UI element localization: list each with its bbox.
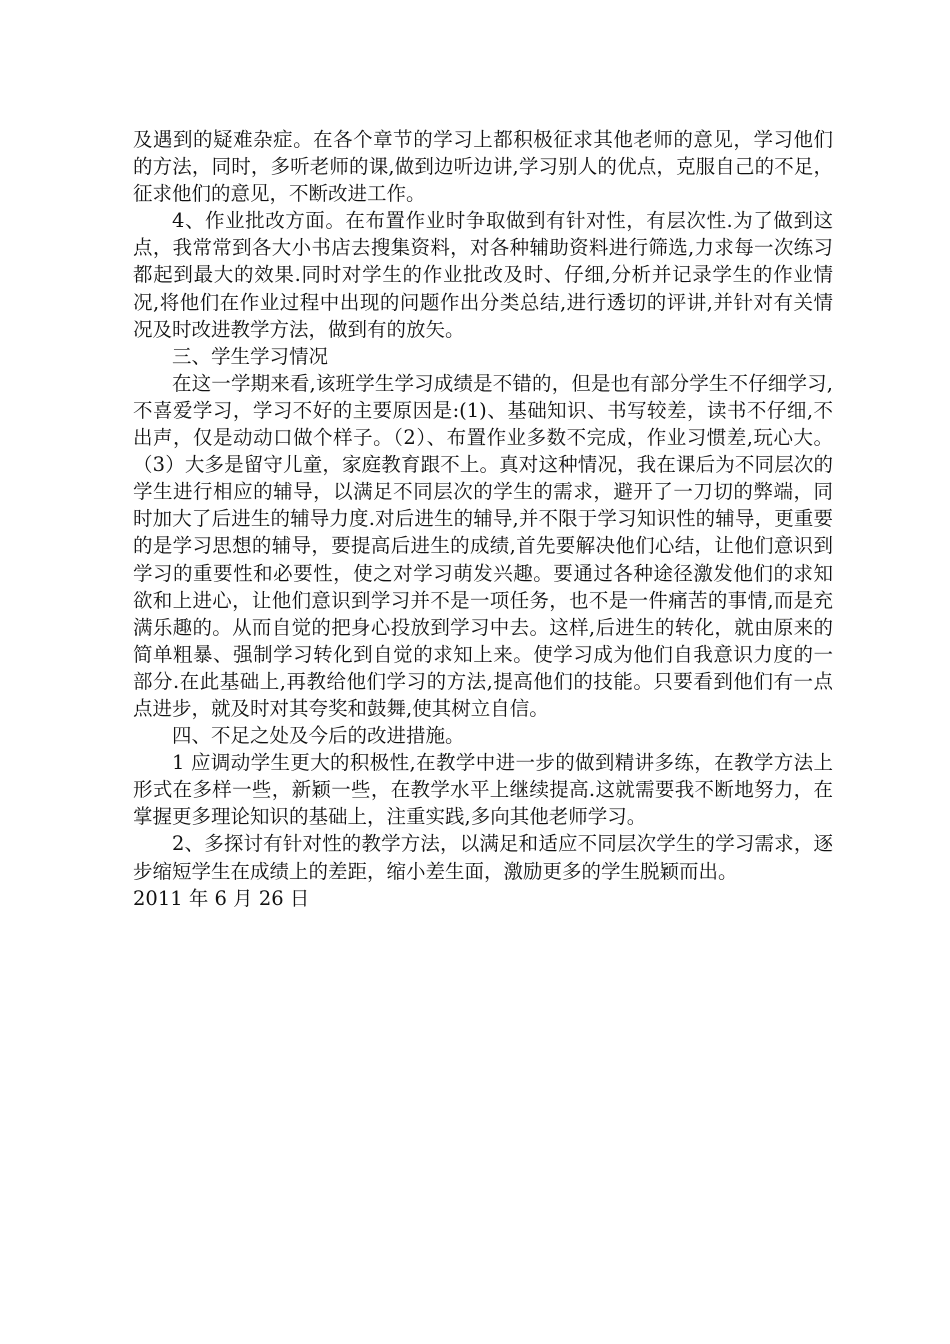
document-date: 2011 年 6 月 26 日 — [133, 886, 310, 910]
section-heading-improvements: 四、不足之处及今后的改进措施。 — [172, 724, 465, 748]
document-page — [133, 126, 833, 912]
paragraph-improvement-1: 1 应调动学生更大的积极性,在教学中进一步的做到精讲多练，在教学方法上形式在多样一些，新颖一些，在教学水平上继续提高.这就需要我不断地努力，在掌握更多理论知识的基础上，注重实践,多向其他老师学习。 — [133, 751, 833, 829]
section-heading-student-learning: 三、学生学习情况 — [172, 344, 329, 368]
paragraph-improvement-2: 2、多探讨有针对性的教学方法，以满足和适应不同层次学生的学习需求，逐步缩短学生在成绩上的差距，缩小差生面，激励更多的学生脱颖而出。 — [133, 832, 833, 883]
paragraph-continuation: 及遇到的疑难杂症。在各个章节的学习上都积极征求其他老师的意见，学习他们的方法，同时，多听老师的课,做到边听边讲,学习别人的优点，克服自己的不足，征求他们的意见，不断改进工作。 — [133, 128, 833, 206]
paragraph-student-learning: 在这一学期来看,该班学生学习成绩是不错的，但是也有部分学生不仔细学习,不喜爱学习，学习不好的主要原因是:(1)、基础知识、书写较差，读书不仔细,不出声，仅是动动口做个样子。（2）、布置作业多数不完成，作业习惯差,玩心大。（3）大多是留守儿童，家庭教育跟不上。真对这种情况，我在课后为不同层次的学生进行相应的辅导，以满足不同层次的学生的需求，避开了一刀切的弊端，同时加大了后进生的辅导力度.对后进生的辅导,并不限于学习知识性的辅导，更重要的是学习思想的辅导，要提高后进生的成绩,首先要解决他们心结，让他们意识到学习的重要性和必要性，使之对学习萌发兴趣。要通过各种途径激发他们的求知欲和上进心，让他们意识到学习并不是一项任务，也不是一件痛苦的事情,而是充满乐趣的。从而自觉的把身心投放到学习中去。这样,后进生的转化，就由原来的简单粗暴、强制学习转化到自觉的求知上来。使学习成为他们自我意识力度的一部分.在此基础上,再教给他们学习的方法,提高他们的技能。只要看到他们有一点点进步，就及时对其夸奖和鼓舞,使其树立自信。 — [133, 371, 833, 720]
paragraph-homework-grading: 4、作业批改方面。在布置作业时争取做到有针对性，有层次性.为了做到这点，我常常到各大小书店去搜集资料，对各种辅助资料进行筛选,力求每一次练习都起到最大的效果.同时对学生的作业批改及时、仔细,分析并记录学生的作业情况,将他们在作业过程中出现的问题作出分类总结,进行透切的评讲,并针对有关情况及时改进教学方法，做到有的放矢。 — [133, 209, 833, 341]
